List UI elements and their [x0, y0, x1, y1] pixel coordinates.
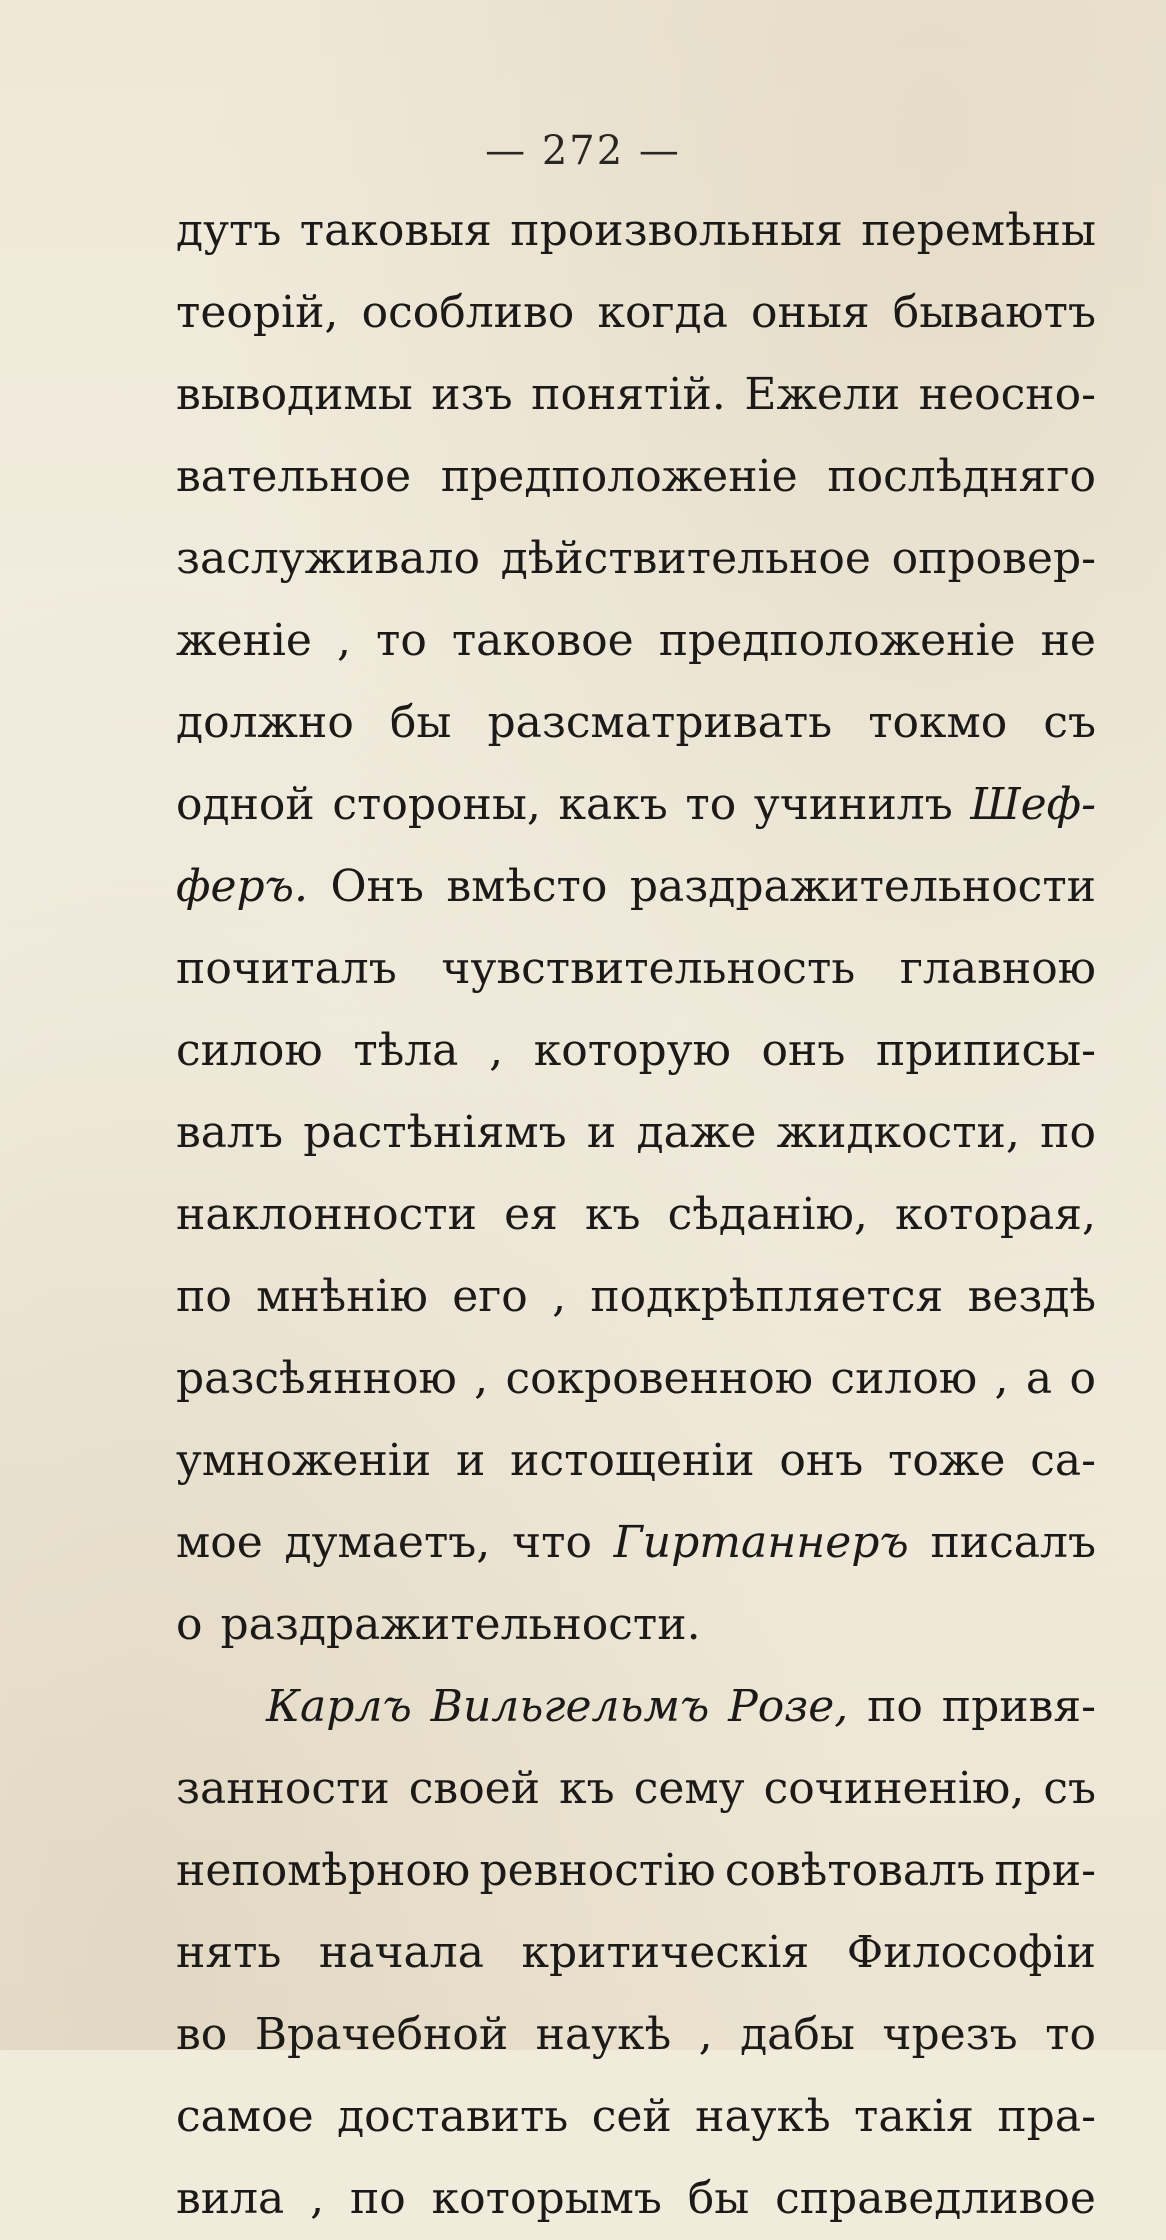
word: занности	[176, 1763, 390, 1814]
word: жидкости,	[776, 1107, 1020, 1158]
word: чрезъ	[882, 2009, 1018, 2060]
word: по	[176, 1271, 232, 1322]
body-text	[176, 190, 1096, 2240]
italic-word: Шеф-	[970, 779, 1096, 830]
word: наукѣ	[535, 2009, 672, 2060]
word: и	[586, 1107, 617, 1158]
text-line	[176, 2158, 1096, 2240]
text-line	[176, 1174, 1096, 1256]
word: умноженіи	[176, 1435, 432, 1486]
italic-word: Гиртаннеръ	[613, 1517, 909, 1568]
word: Онъ	[330, 861, 424, 912]
word: онъ	[779, 1435, 864, 1486]
word: учинилъ	[753, 779, 953, 830]
word: разсѣянною	[176, 1353, 457, 1404]
word: и	[455, 1435, 486, 1486]
text-line	[176, 1994, 1096, 2076]
word: по	[349, 2173, 406, 2224]
word: дутъ	[176, 205, 282, 256]
word: са-	[1030, 1435, 1096, 1486]
word: такія	[854, 2091, 974, 2142]
word: чувствительность	[441, 943, 856, 994]
word: почиталъ	[176, 943, 397, 994]
word: мнѣнію	[256, 1271, 428, 1322]
word: которымъ	[431, 2173, 662, 2224]
word: по	[1040, 1107, 1096, 1158]
word: его	[452, 1271, 528, 1322]
word: ея	[504, 1189, 558, 1240]
word: разсматривать	[487, 697, 833, 748]
word: доставить	[337, 2091, 569, 2142]
word: выводимы	[176, 369, 413, 420]
paragraph	[176, 190, 1096, 1666]
text-line	[176, 1830, 1096, 1912]
word: Врачебной	[254, 2009, 509, 2060]
word: къ	[585, 1189, 641, 1240]
word: не	[1040, 615, 1096, 666]
text-line	[176, 600, 1096, 682]
italic-word: Розе,	[728, 1681, 849, 1732]
word: сей	[591, 2091, 672, 2142]
text-line	[176, 518, 1096, 600]
word: предположеніе	[658, 615, 1016, 666]
word: предположеніе	[440, 451, 798, 502]
word: сему	[633, 1763, 745, 1814]
paragraph	[176, 1666, 1096, 2240]
word: токмо	[868, 697, 1008, 748]
text-line	[176, 1748, 1096, 1830]
word: вездѣ	[967, 1271, 1096, 1322]
text-line	[176, 190, 1096, 272]
word: истощеніи	[510, 1435, 755, 1486]
text-line	[176, 1420, 1096, 1502]
word: раздражительности	[629, 861, 1096, 912]
text-line	[176, 436, 1096, 518]
word: произвольныя	[510, 205, 843, 256]
word: во	[176, 2009, 228, 2060]
word: пра-	[997, 2091, 1096, 2142]
word: силою	[176, 1025, 323, 1076]
word: таковыя	[299, 205, 492, 256]
word: наукѣ	[695, 2091, 831, 2142]
word: а	[1025, 1353, 1053, 1404]
word: женіе	[176, 615, 312, 666]
word: начала	[318, 1927, 484, 1978]
word: теорій,	[176, 287, 339, 338]
word: ,	[310, 2173, 325, 2224]
text-line	[176, 682, 1096, 764]
word: бы	[389, 697, 452, 748]
word: тоже	[888, 1435, 1006, 1486]
text-line	[176, 1256, 1096, 1338]
word: особливо	[361, 287, 575, 338]
word: ревностію	[479, 1845, 716, 1896]
word: вмѣсто	[446, 861, 608, 912]
word: съ	[1043, 697, 1096, 748]
text-line	[176, 1502, 1096, 1584]
word: ,	[994, 1353, 1009, 1404]
text-line	[176, 928, 1096, 1010]
word: которая,	[895, 1189, 1096, 1240]
word: ,	[336, 615, 351, 666]
word: ,	[489, 1025, 504, 1076]
word: опровер-	[891, 533, 1096, 584]
word: сѣданію,	[667, 1189, 868, 1240]
word: сокровенною	[505, 1353, 814, 1404]
word: дабы	[740, 2009, 855, 2060]
word: съ	[1043, 1763, 1096, 1814]
word: Ежели	[744, 369, 901, 420]
word: бы	[687, 2173, 750, 2224]
word: неосно-	[918, 369, 1096, 420]
word: когда	[597, 287, 728, 338]
word: бываютъ	[892, 287, 1096, 338]
word: ,	[698, 2009, 713, 2060]
word: то	[375, 615, 427, 666]
word: наклонности	[176, 1189, 477, 1240]
word: главною	[899, 943, 1096, 994]
text-line	[176, 1092, 1096, 1174]
word: сочиненію,	[763, 1763, 1025, 1814]
italic-word: Карлъ	[266, 1681, 412, 1732]
word: изъ	[431, 369, 513, 420]
word: нять	[176, 1927, 282, 1978]
word: даже	[636, 1107, 757, 1158]
italic-word: Вильгельмъ	[430, 1681, 710, 1732]
word: таковое	[451, 615, 634, 666]
word: силою	[830, 1353, 978, 1404]
word: по	[867, 1681, 923, 1732]
italic-word: феръ.	[176, 861, 308, 912]
text-line	[176, 1666, 1096, 1748]
word: одной	[176, 779, 315, 830]
word: самое	[176, 2091, 314, 2142]
word: послѣдняго	[827, 451, 1096, 502]
word: о	[176, 1599, 203, 1650]
text-line	[176, 354, 1096, 436]
word: оныя	[751, 287, 870, 338]
word: непомѣрною	[176, 1845, 471, 1896]
word: перемѣны	[861, 205, 1096, 256]
word: вательное	[176, 451, 412, 502]
word: то	[1045, 2009, 1096, 2060]
word: привя-	[941, 1681, 1096, 1732]
word: ,	[552, 1271, 567, 1322]
word: тѣла	[353, 1025, 459, 1076]
text-line	[176, 1338, 1096, 1420]
word: стороны,	[332, 779, 541, 830]
word: совѣтовалъ	[724, 1845, 986, 1896]
word: о	[1069, 1353, 1096, 1404]
text-line	[176, 2076, 1096, 2158]
word: растѣніямъ	[303, 1107, 567, 1158]
text-line	[176, 1912, 1096, 1994]
word: къ	[559, 1763, 615, 1814]
text-line	[176, 764, 1096, 846]
word: вила	[176, 2173, 285, 2224]
word: должно	[176, 697, 354, 748]
word: которую	[533, 1025, 731, 1076]
text-line	[176, 272, 1096, 354]
word: валъ	[176, 1107, 283, 1158]
word: ,	[474, 1353, 489, 1404]
text-line	[176, 846, 1096, 928]
word: справедливое	[775, 2173, 1096, 2224]
word: дѣйствительное	[500, 533, 871, 584]
text-line	[176, 1010, 1096, 1092]
word: подкрѣпляется	[590, 1271, 944, 1322]
word: думаетъ,	[284, 1517, 491, 1568]
word: при-	[994, 1845, 1096, 1896]
word: что	[512, 1517, 592, 1568]
word: какъ	[558, 779, 668, 830]
page-number: — 272 —	[485, 128, 681, 174]
word: своей	[408, 1763, 541, 1814]
word: заслуживало	[176, 533, 480, 584]
word: то	[685, 779, 737, 830]
word: понятій.	[531, 369, 726, 420]
word: писалъ	[930, 1517, 1096, 1568]
word: критическія	[521, 1927, 810, 1978]
word: Философіи	[846, 1927, 1096, 1978]
text-line	[176, 1584, 1096, 1666]
word: раздражительности.	[220, 1599, 701, 1650]
word: онъ	[761, 1025, 846, 1076]
word: мое	[176, 1517, 263, 1568]
word: приписы-	[875, 1025, 1096, 1076]
